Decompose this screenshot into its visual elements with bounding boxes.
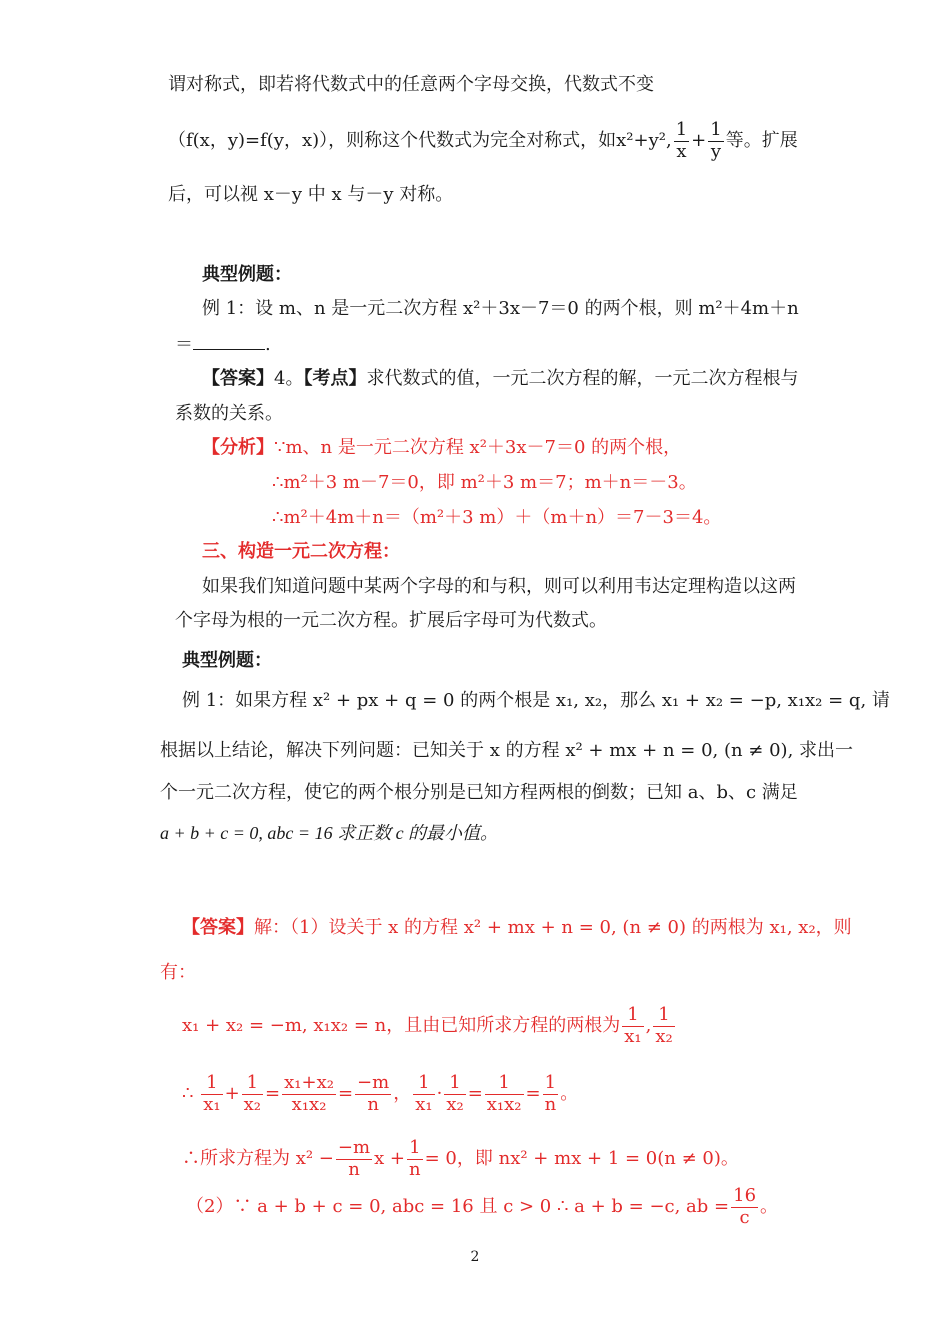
answer-2-label: 【答案】 (182, 917, 254, 938)
fraction-numerator: −m (357, 1072, 390, 1093)
answer-2-line-5 (182, 1138, 739, 1180)
answer-2-text-3: x₁ + x₂ = −m, x₁x₂ = n，且由已知所求方程的两根为 (182, 1015, 621, 1037)
symmetric-line-2 (168, 120, 798, 162)
fraction (413, 1073, 434, 1115)
full-stop: 。 (560, 1083, 579, 1105)
fraction-denominator: x (676, 140, 687, 162)
fraction-denominator: c (739, 1206, 750, 1228)
therefore-symbol: ∴ (182, 1083, 194, 1105)
fraction-1-over-x2 (653, 1005, 674, 1047)
fraction-numerator: 1 (653, 1005, 674, 1027)
section-3-para-2: 个字母为根的一元二次方程。扩展后字母可为代数式。 (175, 610, 607, 631)
symmetric-line-3: 后，可以视 x－y 中 x 与－y 对称。 (168, 184, 454, 205)
answer-2-line-4 (182, 1073, 578, 1115)
fraction-denominator: x₁ (624, 1025, 642, 1047)
fraction (407, 1138, 423, 1180)
answer-2-text-5c: = 0，即 nx² + mx + 1 = 0(n ≠ 0)。 (424, 1148, 739, 1170)
fraction (485, 1073, 524, 1115)
fraction-16-over-c (731, 1186, 758, 1228)
page-number: 2 (470, 1249, 480, 1265)
fraction (543, 1073, 559, 1115)
answer-2-line-3: x₁ + x₂ = −m, x₁x₂ = n，且由已知所求方程的两根为 $\frac{1}{\text{x₁}}$ , $\frac{1}{\text{x₂}}$ (182, 1004, 673, 1047)
fraction-numerator: x₁+x₂ (284, 1072, 334, 1093)
answer-2-line-2: 有： (160, 962, 196, 983)
fraction-denominator: y (710, 140, 722, 162)
fraction-numerator: 1 (543, 1073, 559, 1095)
fraction (282, 1073, 336, 1115)
fraction-denominator: x₁ (415, 1093, 433, 1115)
fraction-denominator: x₁x₂ (486, 1093, 522, 1115)
analysis-line-2: ∴m²＋3 m－7＝0，即 m²＋3 m＝7；m＋n＝－3。 (272, 472, 697, 493)
answer-2-line-1 (182, 917, 852, 939)
fraction-numerator: 16 (733, 1185, 757, 1206)
fraction-denominator: n (367, 1093, 379, 1115)
answer-label: 【答案】 (202, 368, 274, 389)
analysis-line-1 (202, 437, 681, 459)
fraction-denominator: x₁x₂ (291, 1093, 327, 1115)
analysis-label: 【分析】 (202, 437, 274, 458)
equals-sign: ＝ (175, 334, 193, 355)
typical-heading-2: 典型例题： (182, 650, 272, 671)
operator: = (467, 1083, 483, 1105)
fraction-numerator: 1 (444, 1073, 465, 1095)
symmetric-line-2-end: 等。扩展 (725, 130, 798, 152)
symmetric-line-2-text: （f(x，y)=f(y，x)），则称这个代数式为完全对称式，如 (168, 130, 617, 152)
fraction-denominator: x₂ (243, 1093, 262, 1115)
fraction (242, 1073, 263, 1115)
example-2-line-2: 根据以上结论，解决下列问题：已知关于 x 的方程 x² + mx + n = 0, (n ≠ 0), 求出一 (160, 740, 854, 761)
fraction-numerator: 1 (710, 119, 722, 140)
fraction-denominator: n (409, 1158, 421, 1180)
answer-2-line-6 (186, 1186, 778, 1228)
fraction-denominator: x₂ (655, 1025, 673, 1047)
fraction-numerator: 1 (485, 1073, 524, 1095)
example-2-line-1: 例 1：如果方程 x² + px + q = 0 的两个根是 x₁, x₂，那么 x₁ + x₂ = −p, x₁x₂ = q, 请 (182, 690, 890, 711)
symmetric-expr: x²+y², (616, 130, 672, 152)
example-2-line-3: 个一元二次方程，使它的两个根分别是已知方程两根的倒数；已知 a、b、c 满足 (160, 782, 798, 803)
kaodian-text-cont: 系数的关系。 (175, 403, 283, 424)
analysis-text-1: ∵m、n 是一元二次方程 x²＋3x－7＝0 的两个根， (274, 437, 682, 458)
full-stop: 。 (760, 1196, 779, 1218)
fraction-1-over-y (708, 120, 723, 162)
period: . (265, 334, 271, 355)
answer-2-text-6: （2）∵ a + b + c = 0, abc = 16 且 c > 0 ∴ a + b = −c, ab = (186, 1196, 730, 1218)
operator: = (337, 1083, 354, 1105)
plus-sign: + (691, 130, 707, 152)
fraction-numerator: 1 (413, 1073, 434, 1095)
example-2-line-4: a + b + c = 0, abc = 16 求正数 c 的最小值。 (160, 823, 499, 843)
fraction-numerator: 1 (242, 1073, 263, 1095)
fraction-numerator: −m (337, 1137, 371, 1158)
section-3-para-1: 如果我们知道问题中某两个字母的和与积，则可以利用韦达定理构造以这两 (202, 576, 796, 597)
fraction-denominator: x₂ (446, 1093, 464, 1115)
fraction-numerator: 1 (407, 1138, 423, 1160)
analysis-line-3: ∴m²＋4m＋n＝（m²＋3 m）＋（m＋n）＝7－3＝4。 (272, 507, 722, 528)
fraction-denominator: x₁ (203, 1093, 221, 1115)
fraction-numerator: 1 (675, 119, 688, 140)
fraction-numerator: 1 (622, 1005, 643, 1027)
answer-2-text-1: 解：（1）设关于 x 的方程 x² + mx + n = 0, (n ≠ 0) 的两根为 x₁, x₂，则 (254, 917, 852, 938)
separator: ， (393, 1083, 412, 1105)
example-1-answer (202, 368, 798, 390)
fraction-denominator: n (544, 1093, 557, 1115)
fraction-1-over-x1 (622, 1005, 643, 1047)
example-1-question: 例 1：设 m、n 是一元二次方程 x²＋3x－7＝0 的两个根，则 m²＋4m＋n (202, 298, 799, 319)
answer-2-text-5b: x + (374, 1148, 406, 1170)
fraction (355, 1073, 391, 1115)
operator: + (224, 1083, 240, 1105)
operator: = (525, 1083, 541, 1105)
fraction (336, 1138, 372, 1180)
fraction (444, 1073, 465, 1115)
operator: = (265, 1083, 281, 1105)
kaodian-text: 求代数式的值，一元二次方程的解，一元二次方程根与 (366, 368, 799, 389)
example-1-question-cont (175, 333, 271, 356)
answer-2-text-5a: ∴所求方程为 x² − (182, 1148, 334, 1170)
kaodian-label: 【考点】 (303, 368, 367, 389)
fraction-denominator: n (348, 1158, 360, 1180)
fraction-numerator: 1 (201, 1073, 222, 1095)
operator: · (436, 1083, 443, 1105)
answer-blank (193, 333, 265, 350)
typical-heading-1: 典型例题： (202, 264, 292, 285)
fraction-1-over-x (674, 120, 689, 162)
symmetric-line-1: 谓对称式，即若将代数式中的任意两个字母交换，代数式不变 (168, 74, 654, 95)
answer-value: 4。 (274, 368, 304, 389)
section-3-heading: 三、构造一元二次方程： (202, 541, 400, 562)
fraction (201, 1073, 222, 1115)
